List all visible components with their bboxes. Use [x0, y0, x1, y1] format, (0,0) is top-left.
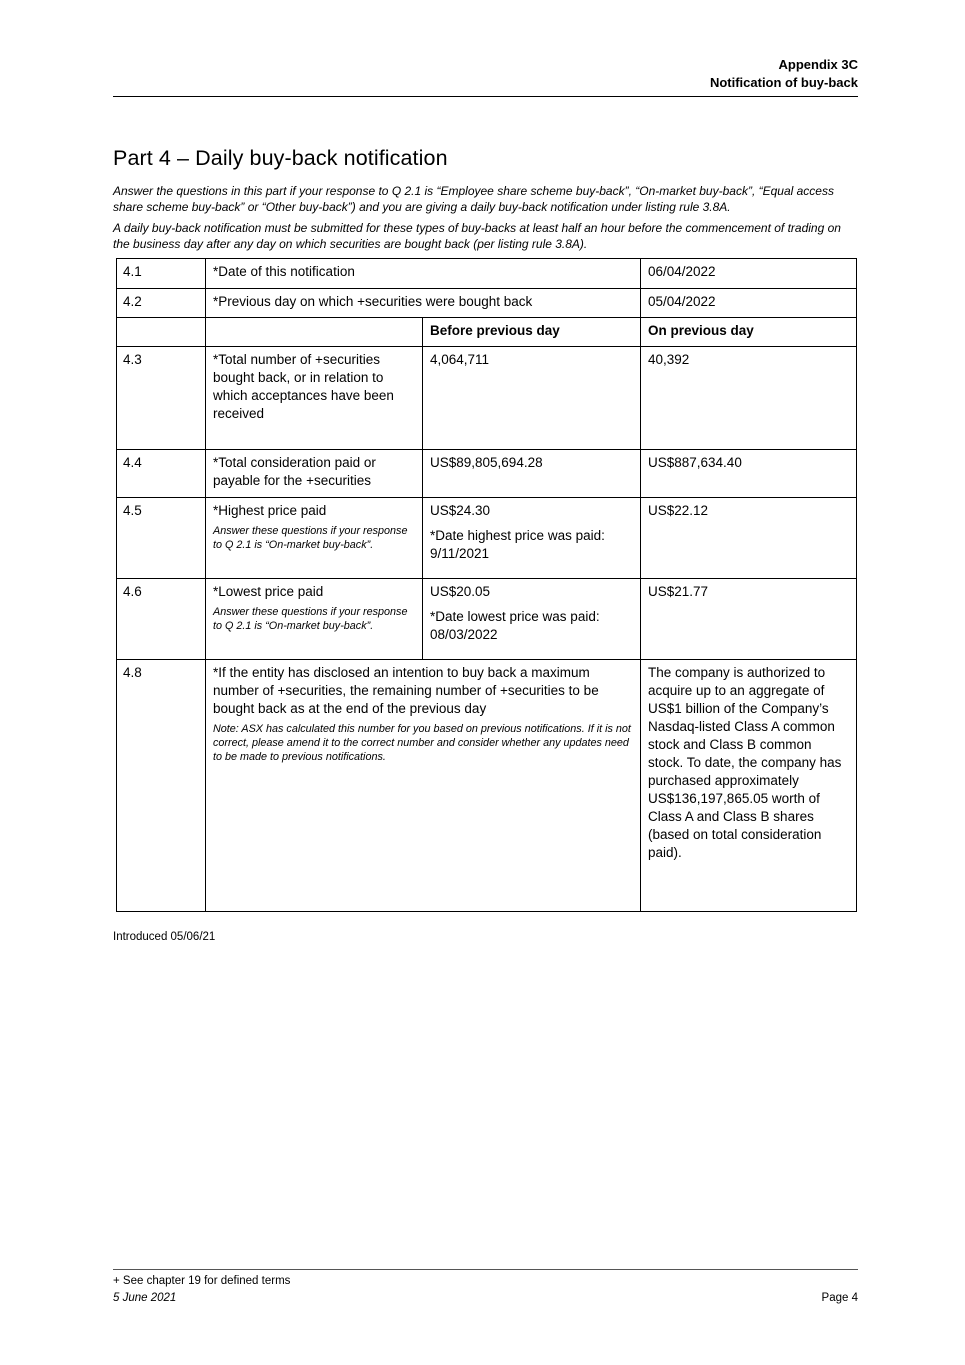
table-row-4-5: [117, 498, 857, 579]
question-label: *If the entity has disclosed an intention to buy back a maximum number of +securities, the remaining number of +securities to be bought back as at the end of the previous day: [213, 665, 599, 716]
form-name-label: Notification of buy-back: [709, 75, 858, 90]
answer-price-before: US$24.30: [430, 503, 491, 518]
question-label-cell: [206, 498, 423, 579]
doc-header: [710, 56, 858, 92]
question-number: 4.1: [117, 259, 206, 289]
table-row-4-1: [117, 259, 857, 289]
question-number: 4.4: [117, 450, 206, 498]
table-row-4-8: [117, 660, 857, 912]
column-header-on-previous-day: On previous day: [641, 318, 857, 347]
footer-left: [113, 1273, 290, 1307]
buyback-notification-table: [116, 258, 857, 912]
table-row-4-6: [117, 579, 857, 660]
empty-cell: [206, 318, 423, 347]
question-number: 4.3: [117, 347, 206, 450]
question-note: Note: ASX has calculated this number for you based on previous notifications. If it is not correct, please amend it to the correct number and consider whether any updates need to be made to previous notifications.: [213, 723, 631, 763]
footer-date: 5 June 2021: [113, 1292, 177, 1304]
question-number: 4.2: [117, 289, 206, 318]
defined-terms-note: + See chapter 19 for defined terms: [113, 1275, 291, 1287]
question-label-cell: [206, 660, 641, 912]
answer-price-before: US$20.05: [430, 584, 491, 599]
answer-value-on: US$21.77: [641, 579, 857, 660]
question-number: 4.6: [117, 579, 206, 660]
answer-value: 05/04/2022: [641, 289, 857, 318]
question-label: *Date of this notification: [206, 259, 641, 289]
question-label: *Lowest price paid: [213, 584, 324, 599]
intro-paragraph-1: Answer the questions in this part if your response to Q 2.1 is “Employee share scheme buy-back”, “On-market buy-back”, “Equal access share scheme buy-back” or “Other buy-back”) and you are giving a daily buy-back notification under listing rule 3.8A.: [113, 184, 834, 214]
answer-value-before-cell: [423, 579, 641, 660]
table-row-4-4: [117, 450, 857, 498]
answer-value-before: US$89,805,694.28: [423, 450, 641, 498]
question-number: 4.8: [117, 660, 206, 912]
header-rule: [113, 96, 858, 97]
footer-rule: [113, 1269, 858, 1270]
answer-value-before: 4,064,711: [423, 347, 641, 450]
empty-cell: [117, 318, 206, 347]
appendix-label: Appendix 3C: [778, 57, 858, 72]
column-header-before-previous-day: Before previous day: [423, 318, 641, 347]
answer-value-before-cell: [423, 498, 641, 579]
question-note: Answer these questions if your response to Q 2.1 is “On-market buy-back”.: [213, 606, 408, 632]
part-title: Part 4 – Daily buy-back notification: [113, 146, 448, 170]
question-label: *Highest price paid: [213, 503, 327, 518]
answer-value-on: 40,392: [641, 347, 857, 450]
question-note: Answer these questions if your response to Q 2.1 is “On-market buy-back”.: [213, 525, 408, 551]
page-content: [113, 0, 858, 1365]
page-number: Page 4: [821, 1292, 858, 1304]
table-row-4-3: [117, 347, 857, 450]
page-footer: [113, 1269, 858, 1307]
question-number: 4.5: [117, 498, 206, 579]
answer-value-on: US$22.12: [641, 498, 857, 579]
introduced-note: Introduced 05/06/21: [113, 931, 216, 943]
answer-value: 06/04/2022: [641, 259, 857, 289]
answer-value-on: US$887,634.40: [641, 450, 857, 498]
question-label-cell: [206, 579, 423, 660]
question-label: *Total number of +securities bought back, or in relation to which acceptances have been received: [206, 347, 423, 450]
question-label: *Total consideration paid or payable for the +securities: [206, 450, 423, 498]
table-column-header-row: [117, 318, 857, 347]
answer-date-before: *Date lowest price was paid: 08/03/2022: [430, 609, 600, 642]
table-row-4-2: [117, 289, 857, 318]
question-label: *Previous day on which +securities were bought back: [206, 289, 641, 318]
answer-date-before: *Date highest price was paid: 9/11/2021: [430, 528, 605, 561]
answer-value: The company is authorized to acquire up to an aggregate of US$1 billion of the Company’s Nasdaq-listed Class A common stock and Class B common stock. To date, the company has purchased approximately US$136,197,865.05 worth of Class A and Class B shares (based on total consideration paid).: [641, 660, 857, 912]
intro-paragraph-2: A daily buy-back notification must be submitted for these types of buy-backs at least half an hour before the commencement of trading on the business day after any day on which securities are bought back (per listing rule 3.8A).: [113, 221, 841, 251]
